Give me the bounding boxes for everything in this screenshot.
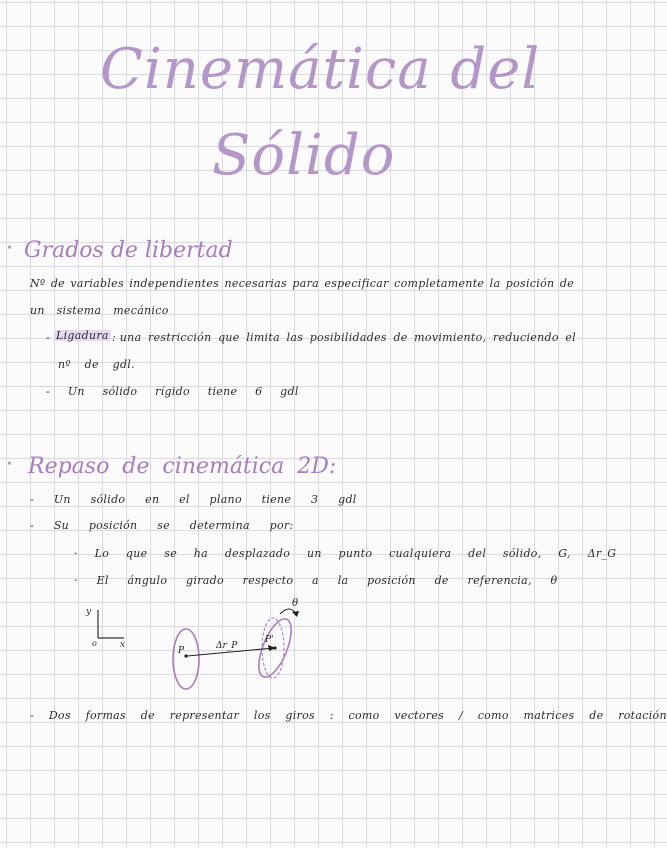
ligadura-definition-line1 xyxy=(112,332,576,343)
ligadura-word: movimiento, xyxy=(414,331,487,344)
page-title-line1: Cinemática del xyxy=(100,37,541,102)
angle-label: θ xyxy=(292,598,299,609)
section-bullet: · xyxy=(6,452,13,477)
ligadura-definition-line2: nº de gdl. xyxy=(58,358,135,371)
ligadura-word: reduciendo xyxy=(492,331,559,344)
ligadura-word: limita xyxy=(246,331,280,344)
definition-word: la xyxy=(489,277,501,290)
point-p-label: P xyxy=(178,646,185,656)
plane-solid-line: - Un sólido en el plano tiene 3 gdl xyxy=(30,493,357,506)
ligadura-term: Ligadura xyxy=(56,329,109,342)
ligadura-word: : una xyxy=(112,331,142,344)
definition-word: necesarias xyxy=(224,277,287,290)
ligadura-word: el xyxy=(565,331,576,344)
axis-x-label: x xyxy=(120,640,126,650)
definition-word: de xyxy=(50,277,65,290)
sub-item-displacement: · Lo que se ha desplazado un punto cualquiera del sólido, G, Δr_G xyxy=(74,547,617,560)
body-initial-shape xyxy=(173,629,199,689)
displacement-label: Δr_P xyxy=(216,641,238,651)
position-line: - Su posición se determina por: xyxy=(30,519,294,532)
definition-word: posición xyxy=(505,277,555,290)
definition-word: para xyxy=(292,277,319,290)
rotation-arrowhead-icon xyxy=(292,611,299,617)
definition-word: completamente xyxy=(394,277,485,290)
section-heading-grados: Grados de libertad xyxy=(24,238,233,263)
rotation-representation-line: - Dos formas de representar los giros : como vectores / como matrices de rotación xyxy=(30,709,667,722)
rigid-solid-note: - Un sólido rígido tiene 6 gdl xyxy=(46,385,299,398)
ligadura-word: restricción xyxy=(148,331,212,344)
point-p-prime-label: P' xyxy=(265,635,274,645)
ligadura-word: posibilidades xyxy=(309,331,387,344)
sub-item-angle: · El ángulo girado respecto a la posición de referencia, θ xyxy=(74,574,558,587)
definition-word: variables xyxy=(70,277,124,290)
definition-word: especificar xyxy=(324,277,389,290)
section-heading-cinematica-2d: Repaso de cinemática 2D: xyxy=(28,454,337,479)
section-bullet: · xyxy=(6,236,13,261)
ligadura-dash: - xyxy=(46,331,51,344)
ligadura-word: que xyxy=(218,331,240,344)
definition-line2: un sistema mecánico xyxy=(30,304,169,317)
definition-word: de xyxy=(559,277,574,290)
definition-word: Nº xyxy=(30,277,46,290)
definition-word: independientes xyxy=(129,277,220,290)
axis-y-label: y xyxy=(86,607,92,617)
origin-label: o xyxy=(92,639,97,648)
axes-icon xyxy=(98,610,124,638)
ligadura-word: las xyxy=(286,331,304,344)
definition-line1 xyxy=(30,278,574,289)
page-title-line2: Sólido xyxy=(212,123,396,188)
kinematics-diagram xyxy=(80,596,320,696)
ligadura-word: de xyxy=(393,331,408,344)
